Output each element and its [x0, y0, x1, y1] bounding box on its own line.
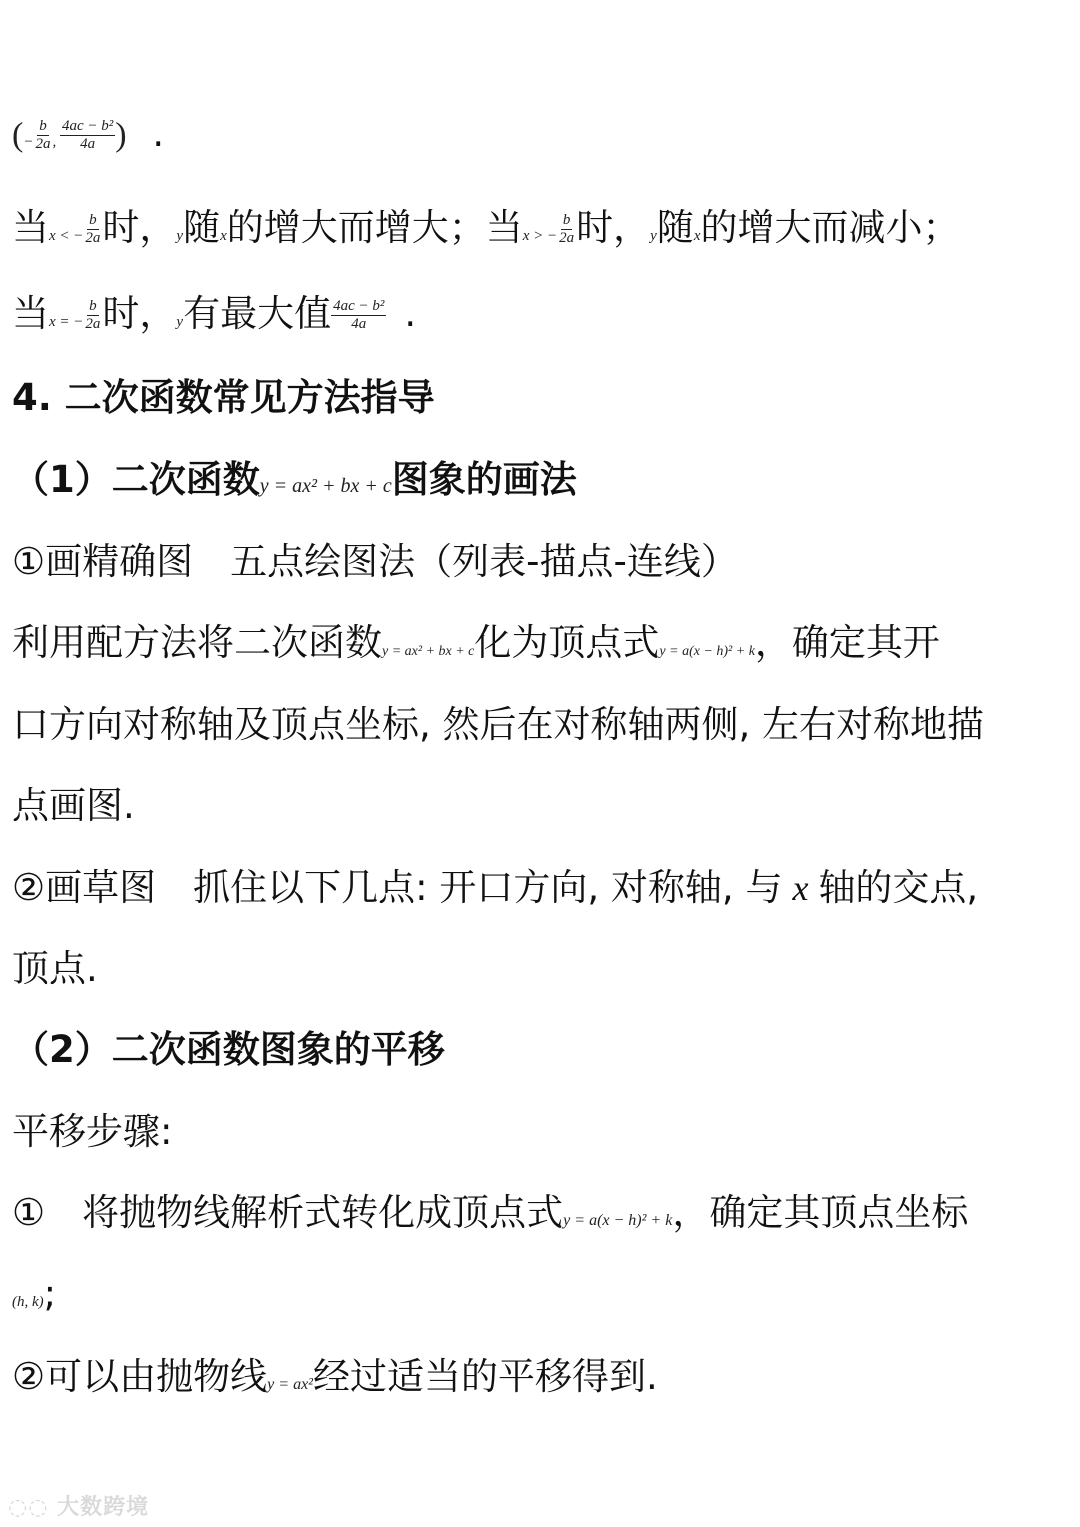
text: 随 — [183, 206, 221, 249]
item-2-line-2: 顶点. — [12, 947, 98, 990]
text: （1）二次函数 — [12, 458, 260, 501]
text: 的增大而增大；当 — [226, 206, 523, 249]
right-paren: ) — [115, 116, 127, 154]
fraction-4ac-b2-over-4a: $\frac{\text{4ac − b²}}{4a}$ — [61, 118, 114, 152]
condition-x-equals: x = − — [49, 314, 84, 330]
step-1-line-1 — [12, 1191, 1070, 1243]
monotonicity-line — [12, 206, 1070, 258]
fraction-b-over-2a: $\frac{b}{2a}$ — [559, 212, 575, 246]
var-y: y — [176, 228, 184, 244]
text: 当 — [12, 292, 49, 335]
text: 轴的交点, — [818, 866, 979, 909]
item-1-title: ①画精确图 五点绘图法（列表-描点-连线） — [12, 540, 738, 583]
text: ②可以由抛物线 — [12, 1355, 268, 1398]
watermark-logo-icon: ◌◌ — [8, 1495, 58, 1520]
paragraph-1-line-3: 点画图. — [12, 784, 135, 827]
section-4-title: 4. 二次函数常见方法指导 — [12, 376, 435, 419]
maximum-value-line — [12, 292, 1070, 344]
condition-x-less: x < − — [49, 228, 84, 244]
text: 时， — [102, 292, 177, 335]
vertex-coordinate: (h, k) — [12, 1294, 44, 1310]
period: . — [404, 292, 417, 335]
watermark-text: 大数跨境 — [57, 1495, 150, 1520]
text: ，确定其开 — [754, 621, 940, 664]
formula-standard-form: y = ax² + bx + c — [259, 475, 392, 497]
period: . — [152, 112, 165, 155]
text: 当 — [12, 206, 49, 249]
paragraph-1-line-1 — [12, 621, 1070, 674]
text: 图象的画法 — [391, 458, 577, 501]
var-x: x — [220, 228, 227, 244]
formula-basic-parabola: y = ax² — [267, 1376, 313, 1393]
steps-label: 平移步骤: — [12, 1110, 173, 1153]
var-y: y — [650, 228, 657, 244]
text: 的增大而减小； — [700, 206, 960, 249]
subsection-1-title — [12, 458, 1070, 508]
text: 随 — [656, 206, 694, 249]
semicolon: ; — [43, 1272, 57, 1315]
text: ②画草图 抓住以下几点: 开口方向, 对称轴, 与 — [12, 866, 783, 909]
left-paren: ( — [12, 116, 24, 154]
text: 化为顶点式 — [474, 621, 660, 664]
paragraph-1-line-2: 口方向对称轴及顶点坐标, 然后在对称轴两侧, 左右对称地描 — [12, 703, 985, 746]
formula-vertex-form: y = a(x − h)² + k — [659, 644, 755, 659]
text: 利用配方法将二次函数 — [12, 621, 382, 664]
subsection-2-title: （2）二次函数图象的平移 — [12, 1028, 445, 1071]
text: ① 将抛物线解析式转化成顶点式 — [12, 1191, 564, 1234]
text: 有最大值 — [183, 292, 332, 335]
formula-standard-form: y = ax² + bx + c — [382, 644, 475, 659]
fraction-b-over-2a: $\frac{b}{2a}$ — [85, 212, 101, 246]
var-y: y — [176, 314, 184, 330]
fraction-b-over-2a: $\frac{b}{2a}$ — [85, 298, 101, 332]
item-2-line-1 — [12, 866, 1070, 910]
condition-x-greater: x > − — [522, 228, 558, 244]
fraction-b-over-2a: $\frac{b}{2a}$ — [35, 118, 51, 152]
step-2-line — [12, 1355, 1070, 1407]
var-x: x — [792, 868, 809, 908]
minus-sign: − — [23, 134, 34, 150]
text: ，确定其顶点坐标 — [672, 1191, 969, 1234]
comma: , — [52, 134, 60, 150]
text: 时， — [102, 206, 177, 249]
fraction-max-value: $\frac{\text{4ac − b²}}{4a}$ — [333, 298, 385, 332]
vertex-coordinate-line — [12, 112, 1070, 164]
var-x: x — [693, 228, 701, 244]
text: 经过适当的平移得到. — [312, 1355, 658, 1398]
text: 时， — [576, 206, 651, 249]
step-1-line-2 — [12, 1272, 1070, 1324]
formula-vertex-form: y = a(x − h)² + k — [563, 1212, 673, 1229]
watermark — [8, 1490, 149, 1521]
